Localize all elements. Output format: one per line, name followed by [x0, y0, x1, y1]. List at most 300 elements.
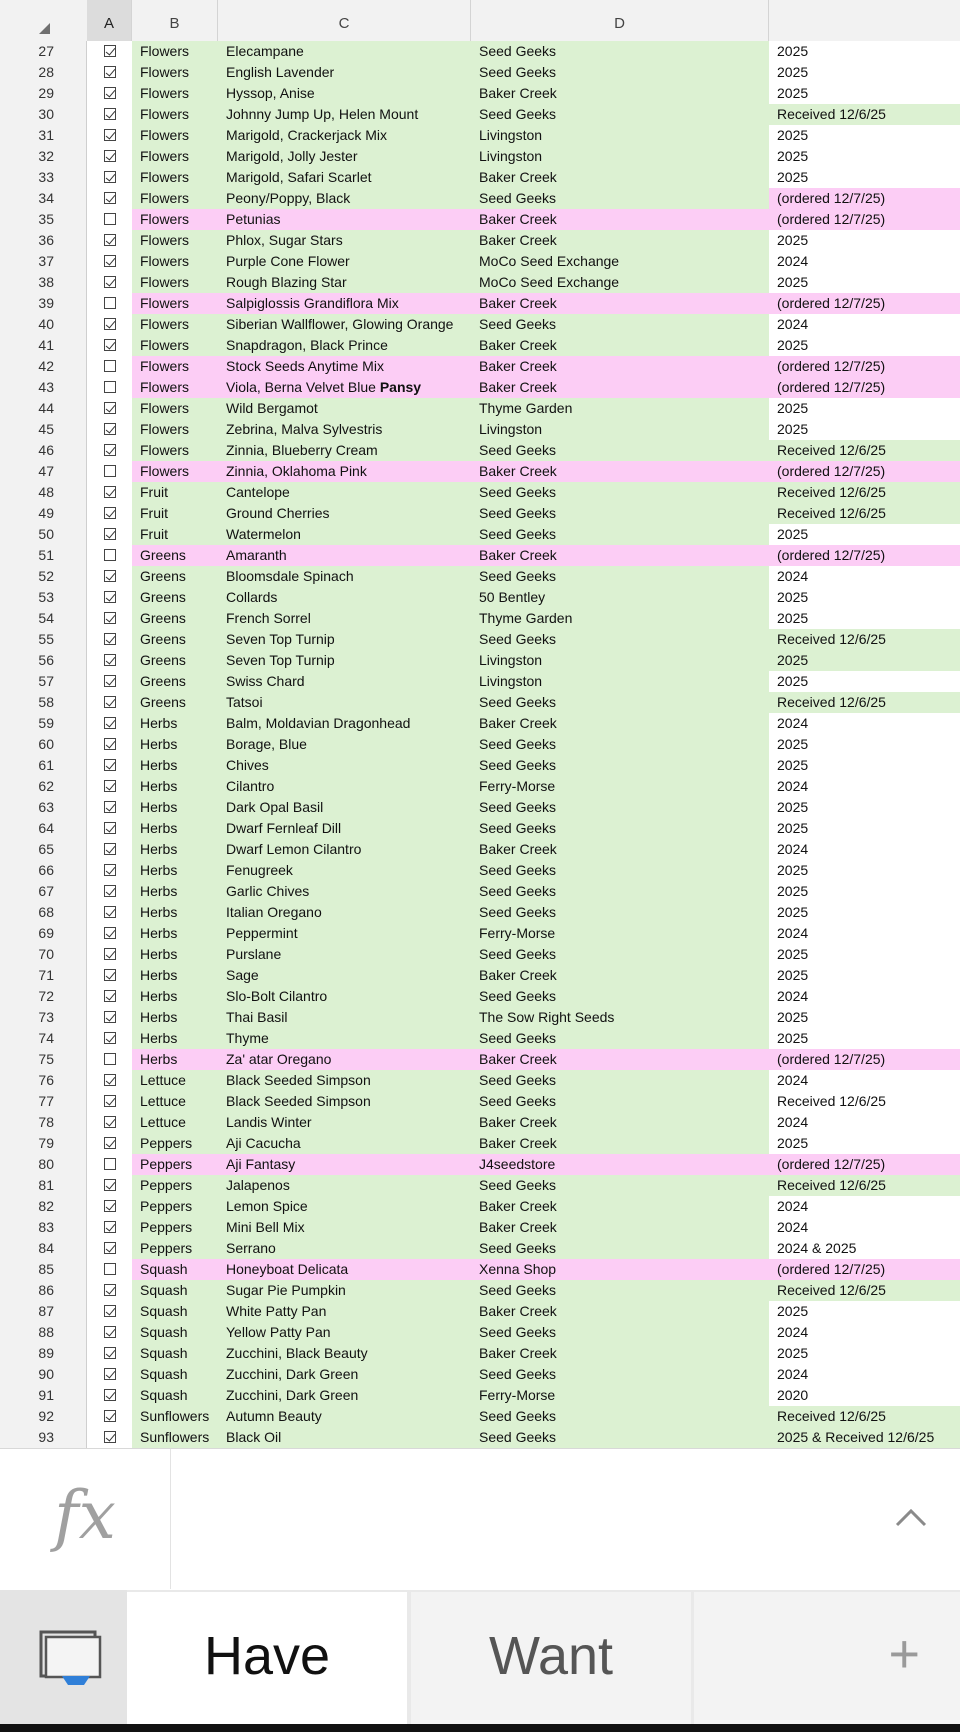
- cell-category[interactable]: Flowers: [140, 379, 190, 395]
- cell-variety[interactable]: [226, 566, 476, 587]
- row-number[interactable]: 63: [0, 797, 87, 818]
- cell-category[interactable]: Greens: [140, 631, 186, 647]
- cell-source[interactable]: Baker Creek: [479, 463, 557, 479]
- cell-status[interactable]: (ordered 12/7/25): [777, 358, 886, 374]
- row-checkbox[interactable]: [104, 1137, 116, 1149]
- cell-status[interactable]: Received 12/6/25: [777, 1177, 886, 1193]
- cell-status[interactable]: 2025: [777, 610, 809, 626]
- row-number[interactable]: 71: [0, 965, 87, 986]
- tab-want[interactable]: Want: [411, 1592, 691, 1724]
- cell-status[interactable]: Received 12/6/25: [777, 1282, 886, 1298]
- row-checkbox[interactable]: [104, 1242, 116, 1254]
- row-number[interactable]: 93: [0, 1427, 87, 1448]
- row-checkbox[interactable]: [104, 927, 116, 939]
- row-checkbox[interactable]: [104, 528, 116, 540]
- cell-category[interactable]: Squash: [140, 1282, 188, 1298]
- row-checkbox[interactable]: [104, 108, 116, 120]
- table-row[interactable]: [0, 41, 960, 62]
- cell-status[interactable]: 2024: [777, 715, 809, 731]
- cell-source[interactable]: Seed Geeks: [479, 904, 557, 920]
- cell-variety[interactable]: [226, 293, 476, 314]
- cell-category[interactable]: Flowers: [140, 337, 190, 353]
- row-checkbox[interactable]: [104, 255, 116, 267]
- cell-category[interactable]: Lettuce: [140, 1093, 186, 1109]
- cell-source[interactable]: Seed Geeks: [479, 946, 557, 962]
- row-checkbox[interactable]: [104, 1053, 116, 1065]
- row-checkbox[interactable]: [104, 423, 116, 435]
- cell-category[interactable]: Herbs: [140, 736, 178, 752]
- cell-status[interactable]: 2025: [777, 904, 809, 920]
- cell-source[interactable]: Seed Geeks: [479, 1408, 557, 1424]
- cell-category[interactable]: Flowers: [140, 106, 190, 122]
- cell-category[interactable]: Herbs: [140, 841, 178, 857]
- cell-source[interactable]: Seed Geeks: [479, 43, 557, 59]
- row-checkbox[interactable]: [104, 150, 116, 162]
- row-checkbox[interactable]: [104, 1179, 116, 1191]
- cell-source[interactable]: Seed Geeks: [479, 526, 557, 542]
- cell-status[interactable]: Received 12/6/25: [777, 1093, 886, 1109]
- cell-category[interactable]: Flowers: [140, 295, 190, 311]
- row-number[interactable]: 79: [0, 1133, 87, 1154]
- cell-variety[interactable]: [226, 734, 476, 755]
- table-row[interactable]: [0, 62, 960, 83]
- row-number[interactable]: 69: [0, 923, 87, 944]
- cell-variety[interactable]: [226, 1301, 476, 1322]
- cell-category[interactable]: Peppers: [140, 1198, 193, 1214]
- cell-source[interactable]: 50 Bentley: [479, 589, 546, 605]
- sheets-list-button[interactable]: [0, 1590, 127, 1724]
- cell-variety[interactable]: [226, 839, 476, 860]
- cell-source[interactable]: Baker Creek: [479, 211, 557, 227]
- cell-status[interactable]: Received 12/6/25: [777, 1408, 886, 1424]
- row-checkbox[interactable]: [104, 969, 116, 981]
- cell-status[interactable]: (ordered 12/7/25): [777, 463, 886, 479]
- cell-variety[interactable]: [226, 83, 476, 104]
- row-checkbox[interactable]: [104, 1284, 116, 1296]
- cell-source[interactable]: Seed Geeks: [479, 757, 557, 773]
- table-row[interactable]: [0, 482, 960, 503]
- cell-source[interactable]: Livingston: [479, 421, 543, 437]
- cell-variety[interactable]: [226, 1070, 476, 1091]
- row-checkbox[interactable]: [104, 885, 116, 897]
- cell-variety[interactable]: [226, 272, 476, 293]
- cell-status[interactable]: (ordered 12/7/25): [777, 547, 886, 563]
- cell-category[interactable]: Flowers: [140, 463, 190, 479]
- row-number[interactable]: 66: [0, 860, 87, 881]
- cell-status[interactable]: 2025: [777, 232, 809, 248]
- cell-source[interactable]: Ferry-Morse: [479, 778, 556, 794]
- spreadsheet-grid[interactable]: [0, 43, 960, 1446]
- cell-source[interactable]: Baker Creek: [479, 967, 557, 983]
- row-checkbox[interactable]: [104, 276, 116, 288]
- cell-variety[interactable]: [226, 797, 476, 818]
- cell-category[interactable]: Flowers: [140, 400, 190, 416]
- row-number[interactable]: 83: [0, 1217, 87, 1238]
- row-checkbox[interactable]: [104, 1032, 116, 1044]
- row-checkbox[interactable]: [104, 486, 116, 498]
- cell-source[interactable]: Baker Creek: [479, 358, 557, 374]
- cell-variety[interactable]: [226, 1259, 476, 1280]
- row-checkbox[interactable]: [104, 822, 116, 834]
- cell-category[interactable]: Greens: [140, 568, 186, 584]
- table-row[interactable]: [0, 1091, 960, 1112]
- cell-category[interactable]: Squash: [140, 1324, 188, 1340]
- row-number[interactable]: 86: [0, 1280, 87, 1301]
- row-number[interactable]: 84: [0, 1238, 87, 1259]
- cell-category[interactable]: Lettuce: [140, 1114, 186, 1130]
- cell-variety[interactable]: [226, 986, 476, 1007]
- table-row[interactable]: [0, 1007, 960, 1028]
- row-checkbox[interactable]: [104, 1158, 116, 1170]
- row-checkbox[interactable]: [104, 360, 116, 372]
- cell-category[interactable]: Herbs: [140, 862, 178, 878]
- cell-source[interactable]: Baker Creek: [479, 169, 557, 185]
- cell-variety[interactable]: [226, 1196, 476, 1217]
- cell-source[interactable]: Seed Geeks: [479, 568, 557, 584]
- tab-have[interactable]: Have: [127, 1592, 407, 1724]
- row-checkbox[interactable]: [104, 1431, 116, 1443]
- row-checkbox[interactable]: [104, 507, 116, 519]
- cell-status[interactable]: 2024: [777, 568, 809, 584]
- column-header-a[interactable]: A: [87, 0, 132, 50]
- cell-status[interactable]: 2025: [777, 883, 809, 899]
- cell-source[interactable]: The Sow Right Seeds: [479, 1009, 615, 1025]
- cell-category[interactable]: Flowers: [140, 64, 190, 80]
- row-checkbox[interactable]: [104, 801, 116, 813]
- cell-source[interactable]: Seed Geeks: [479, 106, 557, 122]
- cell-category[interactable]: Squash: [140, 1345, 188, 1361]
- cell-category[interactable]: Herbs: [140, 820, 178, 836]
- row-checkbox[interactable]: [104, 864, 116, 876]
- table-row[interactable]: [0, 1427, 960, 1448]
- cell-variety[interactable]: [226, 1427, 476, 1448]
- cell-category[interactable]: Peppers: [140, 1177, 193, 1193]
- cell-status[interactable]: (ordered 12/7/25): [777, 295, 886, 311]
- row-number[interactable]: 80: [0, 1154, 87, 1175]
- cell-source[interactable]: Seed Geeks: [479, 190, 557, 206]
- row-number[interactable]: 33: [0, 167, 87, 188]
- table-row[interactable]: [0, 650, 960, 671]
- row-number[interactable]: 49: [0, 503, 87, 524]
- cell-status[interactable]: Received 12/6/25: [777, 484, 886, 500]
- cell-status[interactable]: 2025: [777, 967, 809, 983]
- cell-variety[interactable]: [226, 104, 476, 125]
- cell-variety[interactable]: [226, 587, 476, 608]
- table-row[interactable]: [0, 839, 960, 860]
- row-number[interactable]: 89: [0, 1343, 87, 1364]
- table-row[interactable]: [0, 1259, 960, 1280]
- cell-variety[interactable]: [226, 167, 476, 188]
- row-checkbox[interactable]: [104, 1011, 116, 1023]
- cell-source[interactable]: Ferry-Morse: [479, 925, 556, 941]
- row-number[interactable]: 85: [0, 1259, 87, 1280]
- cell-category[interactable]: Sunflowers: [140, 1408, 210, 1424]
- row-number[interactable]: 50: [0, 524, 87, 545]
- cell-status[interactable]: 2025: [777, 274, 809, 290]
- row-checkbox[interactable]: [104, 549, 116, 561]
- row-checkbox[interactable]: [104, 633, 116, 645]
- table-row[interactable]: [0, 1175, 960, 1196]
- cell-variety[interactable]: [226, 1280, 476, 1301]
- table-row[interactable]: [0, 1028, 960, 1049]
- row-checkbox[interactable]: [104, 1263, 116, 1275]
- cell-category[interactable]: Herbs: [140, 778, 178, 794]
- cell-variety[interactable]: [226, 1028, 476, 1049]
- row-checkbox[interactable]: [104, 570, 116, 582]
- row-number[interactable]: 92: [0, 1406, 87, 1427]
- cell-category[interactable]: Flowers: [140, 43, 190, 59]
- cell-variety[interactable]: [226, 671, 476, 692]
- cell-source[interactable]: Livingston: [479, 673, 543, 689]
- cell-variety[interactable]: [226, 923, 476, 944]
- row-number[interactable]: 40: [0, 314, 87, 335]
- cell-variety[interactable]: [226, 1091, 476, 1112]
- cell-category[interactable]: Flowers: [140, 211, 190, 227]
- cell-source[interactable]: Baker Creek: [479, 232, 557, 248]
- row-checkbox[interactable]: [104, 171, 116, 183]
- cell-source[interactable]: Seed Geeks: [479, 64, 557, 80]
- cell-status[interactable]: 2025: [777, 1009, 809, 1025]
- row-number[interactable]: 29: [0, 83, 87, 104]
- table-row[interactable]: [0, 398, 960, 419]
- fx-icon[interactable]: fx: [0, 1449, 171, 1589]
- row-number[interactable]: 55: [0, 629, 87, 650]
- table-row[interactable]: [0, 986, 960, 1007]
- row-number[interactable]: 37: [0, 251, 87, 272]
- cell-status[interactable]: 2025: [777, 652, 809, 668]
- cell-category[interactable]: Flowers: [140, 148, 190, 164]
- row-number[interactable]: 41: [0, 335, 87, 356]
- row-number[interactable]: 36: [0, 230, 87, 251]
- row-checkbox[interactable]: [104, 1095, 116, 1107]
- cell-status[interactable]: 2025: [777, 1303, 809, 1319]
- cell-category[interactable]: Greens: [140, 652, 186, 668]
- cell-source[interactable]: Seed Geeks: [479, 1324, 557, 1340]
- table-row[interactable]: [0, 1406, 960, 1427]
- table-row[interactable]: [0, 1049, 960, 1070]
- cell-source[interactable]: Thyme Garden: [479, 610, 573, 626]
- cell-status[interactable]: 2025: [777, 400, 809, 416]
- cell-status[interactable]: 2024: [777, 316, 809, 332]
- row-number[interactable]: 43: [0, 377, 87, 398]
- row-number[interactable]: 82: [0, 1196, 87, 1217]
- row-checkbox[interactable]: [104, 906, 116, 918]
- cell-variety[interactable]: [226, 650, 476, 671]
- cell-source[interactable]: MoCo Seed Exchange: [479, 253, 620, 269]
- cell-category[interactable]: Herbs: [140, 1030, 178, 1046]
- row-checkbox[interactable]: [104, 1200, 116, 1212]
- cell-variety[interactable]: [226, 965, 476, 986]
- row-number[interactable]: 27: [0, 41, 87, 62]
- cell-status[interactable]: 2024: [777, 925, 809, 941]
- cell-variety[interactable]: [226, 1406, 476, 1427]
- row-number[interactable]: 88: [0, 1322, 87, 1343]
- row-number[interactable]: 87: [0, 1301, 87, 1322]
- chevron-up-icon[interactable]: [894, 1501, 928, 1535]
- table-row[interactable]: [0, 209, 960, 230]
- cell-status[interactable]: 2025: [777, 43, 809, 59]
- cell-variety[interactable]: [226, 1112, 476, 1133]
- cell-variety[interactable]: [226, 503, 476, 524]
- row-number[interactable]: 34: [0, 188, 87, 209]
- cell-variety[interactable]: [226, 251, 476, 272]
- cell-variety[interactable]: [226, 419, 476, 440]
- cell-variety[interactable]: [226, 818, 476, 839]
- cell-source[interactable]: Baker Creek: [479, 1198, 557, 1214]
- cell-variety[interactable]: [226, 377, 476, 398]
- row-number[interactable]: 75: [0, 1049, 87, 1070]
- cell-status[interactable]: 2024: [777, 1198, 809, 1214]
- cell-status[interactable]: (ordered 12/7/25): [777, 1156, 886, 1172]
- cell-source[interactable]: Livingston: [479, 127, 543, 143]
- row-number[interactable]: 56: [0, 650, 87, 671]
- row-number[interactable]: 48: [0, 482, 87, 503]
- cell-status[interactable]: 2025: [777, 64, 809, 80]
- cell-category[interactable]: Greens: [140, 694, 186, 710]
- cell-source[interactable]: Seed Geeks: [479, 505, 557, 521]
- cell-source[interactable]: Seed Geeks: [479, 484, 557, 500]
- table-row[interactable]: [0, 797, 960, 818]
- table-row[interactable]: [0, 146, 960, 167]
- table-row[interactable]: [0, 965, 960, 986]
- cell-status[interactable]: 2025: [777, 757, 809, 773]
- row-number[interactable]: 77: [0, 1091, 87, 1112]
- row-number[interactable]: 60: [0, 734, 87, 755]
- cell-status[interactable]: 2024: [777, 1219, 809, 1235]
- cell-category[interactable]: Flowers: [140, 274, 190, 290]
- row-checkbox[interactable]: [104, 1305, 116, 1317]
- row-checkbox[interactable]: [104, 1221, 116, 1233]
- table-row[interactable]: [0, 1301, 960, 1322]
- cell-source[interactable]: J4seedstore: [479, 1156, 556, 1172]
- row-checkbox[interactable]: [104, 66, 116, 78]
- table-row[interactable]: [0, 356, 960, 377]
- row-checkbox[interactable]: [104, 444, 116, 456]
- cell-source[interactable]: Seed Geeks: [479, 1177, 557, 1193]
- cell-variety[interactable]: [226, 1322, 476, 1343]
- cell-status[interactable]: 2024: [777, 841, 809, 857]
- cell-variety[interactable]: [226, 209, 476, 230]
- cell-category[interactable]: Greens: [140, 547, 186, 563]
- cell-source[interactable]: Seed Geeks: [479, 1072, 557, 1088]
- row-number[interactable]: 61: [0, 755, 87, 776]
- cell-source[interactable]: Baker Creek: [479, 1303, 557, 1319]
- column-header-c[interactable]: C: [218, 0, 471, 50]
- cell-source[interactable]: Ferry-Morse: [479, 1387, 556, 1403]
- cell-status[interactable]: 2024: [777, 988, 809, 1004]
- cell-category[interactable]: Flowers: [140, 316, 190, 332]
- row-checkbox[interactable]: [104, 339, 116, 351]
- table-row[interactable]: [0, 503, 960, 524]
- cell-status[interactable]: 2025: [777, 1030, 809, 1046]
- row-checkbox[interactable]: [104, 402, 116, 414]
- cell-category[interactable]: Herbs: [140, 799, 178, 815]
- row-number[interactable]: 39: [0, 293, 87, 314]
- cell-source[interactable]: Seed Geeks: [479, 442, 557, 458]
- row-checkbox[interactable]: [104, 738, 116, 750]
- row-checkbox[interactable]: [104, 1116, 116, 1128]
- table-row[interactable]: [0, 125, 960, 146]
- cell-category[interactable]: Herbs: [140, 715, 178, 731]
- cell-category[interactable]: Peppers: [140, 1219, 193, 1235]
- cell-variety[interactable]: [226, 1133, 476, 1154]
- cell-category[interactable]: Flowers: [140, 421, 190, 437]
- cell-category[interactable]: Flowers: [140, 85, 190, 101]
- cell-source[interactable]: Seed Geeks: [479, 883, 557, 899]
- cell-category[interactable]: Fruit: [140, 505, 168, 521]
- table-row[interactable]: [0, 1385, 960, 1406]
- cell-source[interactable]: Seed Geeks: [479, 799, 557, 815]
- table-row[interactable]: [0, 818, 960, 839]
- table-row[interactable]: [0, 902, 960, 923]
- cell-source[interactable]: Seed Geeks: [479, 1030, 557, 1046]
- cell-category[interactable]: Flowers: [140, 169, 190, 185]
- row-checkbox[interactable]: [104, 465, 116, 477]
- table-row[interactable]: [0, 1280, 960, 1301]
- cell-status[interactable]: 2025: [777, 820, 809, 836]
- table-row[interactable]: [0, 1343, 960, 1364]
- table-row[interactable]: [0, 251, 960, 272]
- row-number[interactable]: 65: [0, 839, 87, 860]
- cell-source[interactable]: Seed Geeks: [479, 1093, 557, 1109]
- table-row[interactable]: [0, 188, 960, 209]
- cell-status[interactable]: 2024: [777, 253, 809, 269]
- cell-source[interactable]: Thyme Garden: [479, 400, 573, 416]
- row-number[interactable]: 53: [0, 587, 87, 608]
- add-sheet-button[interactable]: +: [694, 1592, 960, 1724]
- row-number[interactable]: 51: [0, 545, 87, 566]
- cell-source[interactable]: Baker Creek: [479, 1051, 557, 1067]
- cell-category[interactable]: Fruit: [140, 484, 168, 500]
- row-number[interactable]: 78: [0, 1112, 87, 1133]
- table-row[interactable]: [0, 419, 960, 440]
- cell-source[interactable]: Seed Geeks: [479, 1240, 557, 1256]
- row-number[interactable]: 70: [0, 944, 87, 965]
- cell-status[interactable]: (ordered 12/7/25): [777, 1261, 886, 1277]
- row-checkbox[interactable]: [104, 843, 116, 855]
- cell-category[interactable]: Herbs: [140, 883, 178, 899]
- cell-source[interactable]: Baker Creek: [479, 715, 557, 731]
- cell-variety[interactable]: [226, 398, 476, 419]
- cell-category[interactable]: Sunflowers: [140, 1429, 210, 1445]
- cell-source[interactable]: Seed Geeks: [479, 1366, 557, 1382]
- cell-variety[interactable]: [226, 608, 476, 629]
- cell-category[interactable]: Greens: [140, 610, 186, 626]
- cell-variety[interactable]: [226, 1238, 476, 1259]
- cell-variety[interactable]: [226, 440, 476, 461]
- cell-category[interactable]: Herbs: [140, 904, 178, 920]
- cell-variety[interactable]: [226, 1217, 476, 1238]
- cell-category[interactable]: Herbs: [140, 988, 178, 1004]
- cell-variety[interactable]: [226, 755, 476, 776]
- table-row[interactable]: [0, 272, 960, 293]
- table-row[interactable]: [0, 734, 960, 755]
- cell-source[interactable]: MoCo Seed Exchange: [479, 274, 620, 290]
- cell-status[interactable]: 2025: [777, 421, 809, 437]
- cell-variety[interactable]: [226, 545, 476, 566]
- cell-status[interactable]: 2025 & Received 12/6/25: [777, 1429, 935, 1445]
- cell-status[interactable]: 2025: [777, 127, 809, 143]
- cell-status[interactable]: 2025: [777, 337, 809, 353]
- cell-source[interactable]: Seed Geeks: [479, 820, 557, 836]
- cell-status[interactable]: 2025: [777, 589, 809, 605]
- cell-status[interactable]: 2024: [777, 1072, 809, 1088]
- row-checkbox[interactable]: [104, 213, 116, 225]
- row-number[interactable]: 47: [0, 461, 87, 482]
- table-row[interactable]: [0, 860, 960, 881]
- row-checkbox[interactable]: [104, 675, 116, 687]
- row-checkbox[interactable]: [104, 759, 116, 771]
